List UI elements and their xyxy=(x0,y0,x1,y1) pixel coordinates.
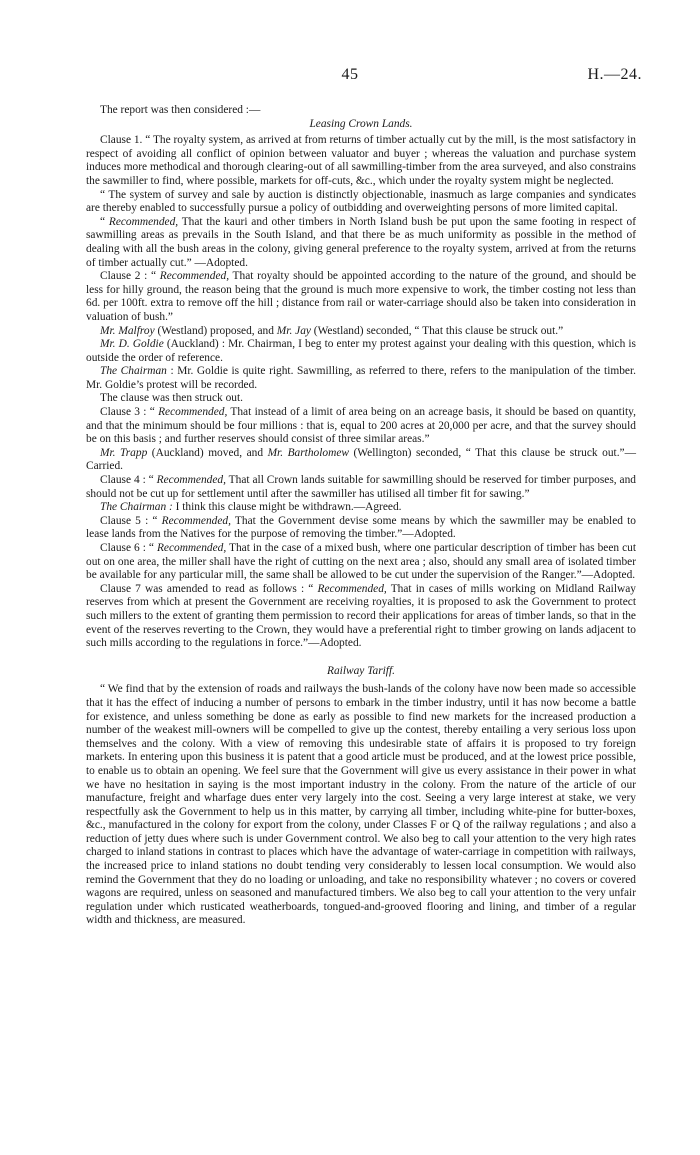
paragraph-text: “ We find that by the extension of roads and railways the bush-lands of the colony have now been made so accessible that it has the effect of inducing a number of persons to embark in the timber industry, until it has now become a battle for existence, and unless something be done as early as possible to find new markets for the increased production a number of the weakest mill-owners will be compelled to give up the contest, thereby entailing a very serious loss upon themselves and the colony. With a view of removing this undesirable state of affairs it is proposed to try foreign markets. In entering upon this business it is patent that a good article must be produced, and at the lowest price possible, to enable us to obtain an opening. We feel sure that the Government will give us every assistance in their power in what we have no hesitation in saying is the most important industry in the colony. From the nature of the article of our manufacture, freight and wharfage dues enter very largely into the cost. Seeing a very large interest at stake, we very respectfully ask the Government to help us in this matter, by carrying all timber, including white-pine for butter-boxes, &c., manufactured in the colony for export from the colony, under Classes F or Q of the railway regulations ; and also a reduction of jetty dues where such is under Government control. We also beg to call your attention to the very high rates charged to inland stations in contrast to places which have the advantage of water-carriage in competition with railways, the increased price to inland stations no doubt tending very considerably to lessen local consumption. We would also remind the Government that they do no loading or unloading, and take no responsibility whatever ; no covers or covered wagons are required, unless on seasoned and manufactured timbers. We also beg to call your attention to the very unfair regulation under which rusticated weatherboards, tongued-and-grooved flooring and lining, and timber of a regular width and thickness, are measured. xyxy=(86,683,636,927)
emphasis-text: Mr. Malfroy xyxy=(100,324,155,337)
emphasis-text: Mr. D. Goldie xyxy=(100,338,164,351)
paragraph-text: That in the case of a mixed bush, where one particular description of timber has been cut out on one area, the miller shall have the right of cutting on the next area ; also, should any small area of isolated timber be available for any particular mill, the same shall be allowed to be cut under the supervision of the Ranger.”—Adopted. xyxy=(86,542,637,582)
paragraph-text: That instead of a limit of area being on an acreage basis, it should be based on quantity, and that the minimum should be four millions : that is, equal to 200 acres at 20,000 per acre, and that the survey should be on this basis ; and further reserves should consist of three similar areas.” xyxy=(86,406,636,446)
emphasis-text: Recommended, xyxy=(159,270,230,283)
paragraph-text: Clause 4 : “ xyxy=(100,474,157,487)
paragraph-text: : Mr. Goldie is quite right. Sawmilling, as referred to there, refers to the manipulation of the timber. Mr. Goldie’s protest will be recorded. xyxy=(86,365,636,391)
paragraph-text: Clause 3 : “ xyxy=(100,406,159,419)
paragraph-text: “ xyxy=(100,215,109,228)
paragraph xyxy=(86,542,636,583)
page-number: 45 xyxy=(341,66,359,83)
paragraph-text: “ The system of survey and sale by auction is distinctly objectionable, inasmuch as large companies and syndicates are thereby enabled to successfully pursue a policy of outbidding and overweighting persons of more limited capital. xyxy=(86,188,636,215)
paragraph-text: I think this clause might be withdrawn.—Agreed. xyxy=(172,501,402,514)
paragraph-text: The clause was then struck out. xyxy=(100,392,243,405)
emphasis-text: Recommended, xyxy=(108,215,179,228)
paragraph-text: That royalty should be appointed according to the nature of the ground, and should be less for hilly ground, the reason being that the ground is much more expensive to work, the timber costing not less than 6d. per 100ft. extra to remove off the hill ; distance from rail or water-carriage should also be taken into consideration in valuation of bush.” xyxy=(86,270,636,323)
emphasis-text: Mr. Jay xyxy=(276,324,311,337)
paragraph xyxy=(86,134,636,188)
paragraph-text: (Auckland) : Mr. Chairman, I beg to enter my protest against your dealing with this question, which is outside the order of reference. xyxy=(86,338,636,364)
paragraph-text: That the Government devise some means by which the sawmiller may be enabled to lease lands from the Natives for the purpose of removing the timber.”—Adopted. xyxy=(86,514,636,541)
paragraph-text: (Wellington) seconded, “ That this clause be struck out.”—Carried. xyxy=(86,446,636,473)
emphasis-text: Mr. Bartholomew xyxy=(267,446,349,459)
document-body xyxy=(86,104,636,928)
paragraph xyxy=(86,325,636,339)
paragraph-text: That all Crown lands suitable for sawmilling should be reserved for timber purposes, and should not be cut up for settlement until after the sawmiller has utilised all timber fit for sawing.” xyxy=(86,474,636,500)
emphasis-text: Recommended, xyxy=(156,542,227,554)
paragraph-text: Clause 1. “ The royalty system, as arrived at from returns of timber actually cut by the mill, is the most satisfactory in respect of avoiding all conflict of opinion between valuator and buyer ; whereas the valuation and purchase system induces more methodical and thorough clearing-out of all sawmilling-timber from the area surveyed, and also constrains the sawmiller to find, where possible, markets for off-cuts, &c., which under the royalty system might be neglected. xyxy=(86,134,636,187)
paragraph xyxy=(86,501,636,515)
paragraph xyxy=(86,474,636,501)
emphasis-text: Recommended, xyxy=(161,514,231,527)
paragraph xyxy=(86,583,636,651)
paragraph-text: Clause 2 : “ xyxy=(100,270,160,283)
paragraph-text: Clause 7 was amended to read as follows : “ xyxy=(100,582,318,595)
paragraph xyxy=(86,189,636,216)
paragraph-text: (Westland) seconded, “ That this clause be struck out.” xyxy=(310,324,564,337)
emphasis-text: Recommended, xyxy=(317,582,387,595)
emphasis-text: The Chairman xyxy=(100,365,167,378)
paragraph-text: Clause 6 : “ xyxy=(100,542,157,554)
paragraph-text: Clause 5 : “ xyxy=(100,514,162,527)
paragraph-text: That in cases of mills working on Midland Railway reserves from which at present the Government are receiving royalties, it is proposed to ask the Government to protect such millers to the extent of granting them permission to record their applications for areas of timber lands, so that in the event of the reserves reverting to the Crown, they would have a preferential right to timber growing on lands adjacent to such mills according to the regulations in force.”—Adopted. xyxy=(86,582,636,650)
paragraph-text: (Auckland) moved, and xyxy=(147,446,268,459)
paragraph xyxy=(86,406,636,447)
paragraph xyxy=(86,392,636,406)
emphasis-text: Recommended, xyxy=(156,474,226,487)
section-title-leasing-crown-lands: Leasing Crown Lands. xyxy=(309,117,413,130)
emphasis-text: The Chairman : xyxy=(100,501,173,514)
emphasis-text: Recommended, xyxy=(158,406,228,419)
intro-line: The report was then considered :— xyxy=(100,104,261,116)
paragraph xyxy=(86,365,636,392)
paragraph xyxy=(86,216,636,270)
document-code: H.—24. xyxy=(587,66,642,83)
paragraph xyxy=(86,270,636,324)
paragraph xyxy=(86,338,636,365)
section-railway-tariff xyxy=(86,683,636,928)
paragraph-text: (Westland) proposed, and xyxy=(154,324,277,337)
emphasis-text: Mr. Trapp xyxy=(100,446,148,459)
paragraph-text: That the kauri and other timbers in North Island bush be put upon the same footing in respect of sawmilling areas as prevails in the South Island, and that there be as much uniformity as possible in the method of dealing with all the bush areas in the colony, giving general preference to the royalty system, arrived at from the returns of timber actually cut.” —Adopted. xyxy=(86,215,636,269)
paragraph xyxy=(86,515,636,542)
paragraph xyxy=(86,447,636,474)
paragraph xyxy=(86,683,636,928)
section-title-railway-tariff: Railway Tariff. xyxy=(327,664,395,677)
section-leasing-crown-lands xyxy=(86,134,636,651)
